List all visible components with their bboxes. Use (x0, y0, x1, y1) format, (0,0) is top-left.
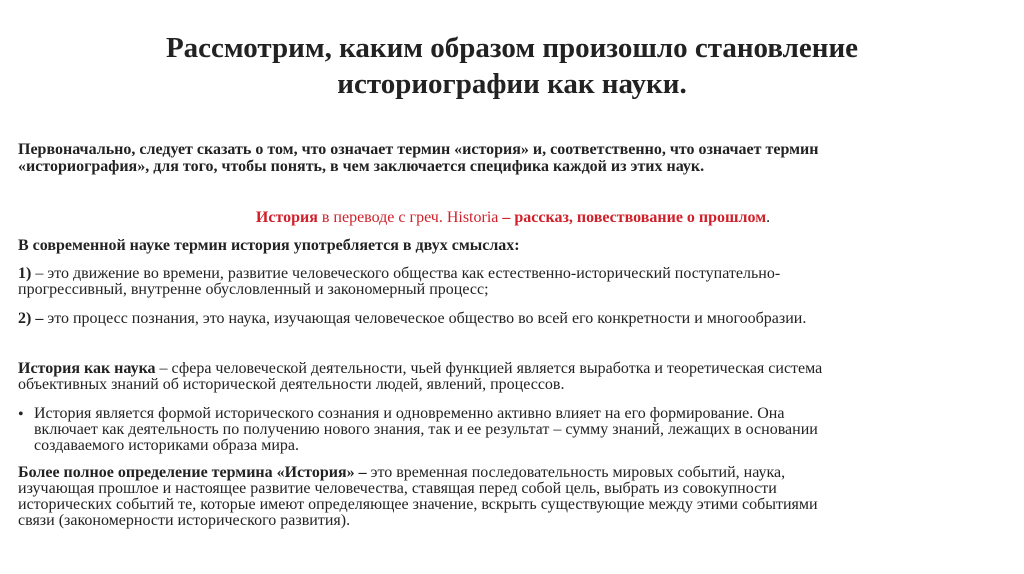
meaning-2-number: 2) – (18, 310, 44, 327)
full-line-1: это временная последовательность мировых событий, наука, (366, 464, 786, 481)
bullet-paragraph (34, 406, 1004, 454)
title-line-1: Рассмотрим, каким образом произошло становление (165, 32, 859, 64)
intro-line-1: Первоначально, следует сказать о том, что означает термин «история» и, соответственно, что означает термин (18, 141, 819, 158)
bullet-line-3: создаваемого историками образа мира. (34, 437, 299, 454)
full-definition-paragraph (18, 465, 1008, 529)
meaning-1-line-2: прогрессивный, внутренне обусловленный и закономерный процесс; (18, 281, 489, 298)
definition-meaning: – рассказ, повествование о прошлом (502, 209, 767, 226)
full-line-3: исторических событий те, которые имеют определяющее значение, вскрыть существующие между этими событиями (18, 496, 818, 513)
meaning-2-line-1: это процесс познания, это наука, изучающая человеческое общество во всей его конкретности и многообразии. (43, 310, 807, 327)
science-term: История как наука (18, 360, 156, 377)
full-definition-term: Более полное определение термина «История» – (18, 464, 367, 481)
meaning-1-number: 1) (18, 265, 32, 282)
intro-paragraph (18, 141, 1008, 175)
definition-middle: в переводе с греч. Historia (317, 209, 503, 226)
meaning-2 (18, 311, 1008, 327)
slide-title (60, 30, 964, 102)
bullet-line-2: включает как деятельность по получению нового знания, так и ее результат – сумму знаний, лежащих в основании (34, 421, 818, 438)
bullet-line-1: История является формой исторического сознания и одновременно активно влияет на его формирование. Она (34, 405, 785, 422)
science-line-2: объективных знаний об исторической деятельности людей, явлений, процессов. (18, 376, 565, 393)
definition-end: . (766, 209, 771, 226)
science-paragraph (18, 361, 1008, 393)
science-line-1: – сфера человеческой деятельности, чьей функцией является выработка и теоретическая система (155, 360, 823, 377)
intro-line-2: «историография», для того, чтобы понять, в чем заключается специфика каждой из этих наук. (18, 158, 705, 175)
meaning-1-line-1: – это движение во времени, развитие человеческого общества как естественно-исторический поступательно- (31, 265, 781, 282)
full-line-4: связи (закономерности исторического развития). (18, 512, 351, 529)
definition-line (18, 210, 1008, 226)
full-line-2: изучающая прошлое и настоящее развитие человечества, ставящая перед собой цель, выбрать из совокупности (18, 480, 777, 497)
meaning-1 (18, 266, 1008, 298)
meanings-heading: В современной науке термин история употребляется в двух смыслах: (18, 237, 520, 254)
title-line-2: историографии как науки. (337, 68, 687, 100)
bullet-dot-icon: • (18, 406, 24, 423)
definition-term: История (255, 209, 318, 226)
